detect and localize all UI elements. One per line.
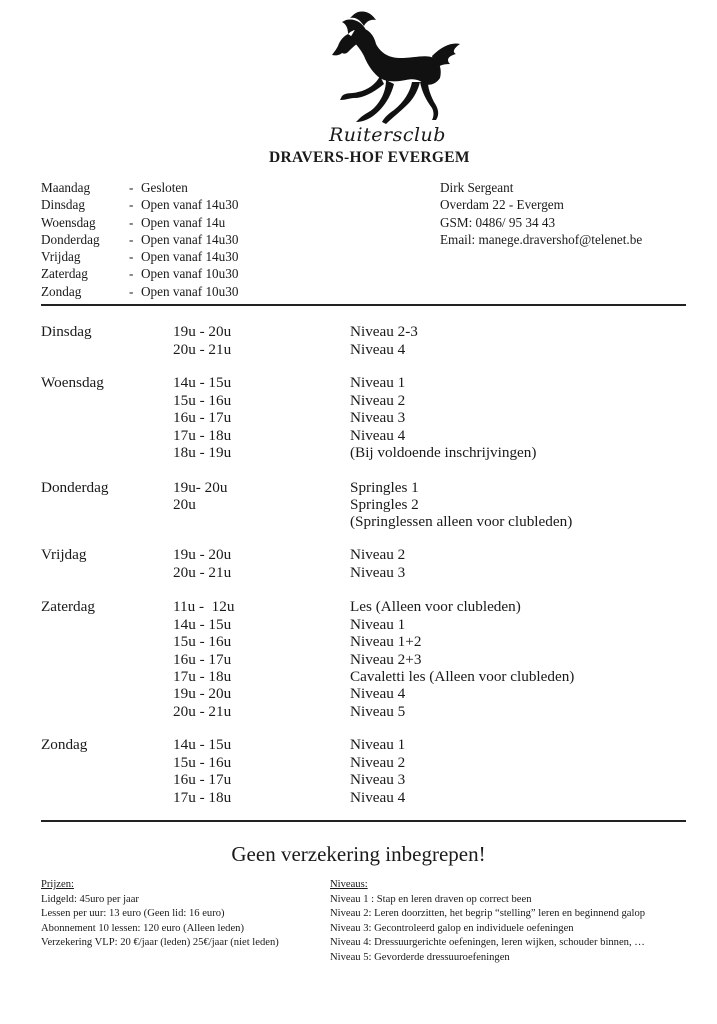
schedule-time: 20u - 21u bbox=[173, 703, 232, 720]
opening-row: Zaterdag - Open vanaf 10u30 bbox=[41, 266, 239, 282]
opening-value: Open vanaf 14u bbox=[141, 214, 226, 230]
schedule-level: Niveau 4 bbox=[350, 427, 406, 444]
schedule-time: 20u - 21u bbox=[173, 341, 232, 358]
schedule-time: 11u - 12u bbox=[173, 598, 235, 615]
schedule-level: Springles 1 bbox=[350, 479, 419, 496]
schedule-day: Dinsdag bbox=[41, 323, 92, 340]
level-line: Niveau 2: Leren doorzitten, het begrip “stelling” leren en beginnend galop bbox=[330, 908, 646, 920]
opening-row: Zondag - Open vanaf 10u30 bbox=[41, 283, 239, 299]
schedule-time: 15u - 16u bbox=[173, 392, 232, 409]
schedule-time: 17u - 18u bbox=[173, 668, 232, 685]
schedule-level: Niveau 3 bbox=[350, 771, 406, 788]
schedule-level: Les (Alleen voor clubleden) bbox=[350, 598, 521, 615]
price-line: Verzekering VLP: 20 €/jaar (leden) 25€/jaar (niet leden) bbox=[41, 937, 279, 949]
schedule-level: Springles 2 bbox=[350, 496, 419, 513]
schedule-time: 17u - 18u bbox=[173, 789, 232, 806]
schedule-level: Niveau 3 bbox=[350, 564, 406, 581]
level-line: Niveau 3: Gecontroleerd galop en individuele oefeningen bbox=[330, 922, 574, 934]
club-name: DRAVERS-HOF EVERGEM bbox=[269, 149, 470, 166]
schedule-time: 19u- 20u bbox=[173, 479, 228, 496]
opening-day: Woensdag bbox=[41, 214, 96, 230]
level-line: Niveau 5: Gevorderde dressuuroefeningen bbox=[330, 951, 510, 963]
prices-title: Prijzen: bbox=[41, 879, 74, 890]
schedule-time: 19u - 20u bbox=[173, 323, 232, 340]
opening-day: Donderdag bbox=[41, 231, 100, 247]
level-line: Niveau 4: Dressuurgerichte oefeningen, leren wijken, schouder binnen, … bbox=[330, 937, 645, 949]
schedule-level: Niveau 2-3 bbox=[350, 323, 418, 340]
schedule-time: 15u - 16u bbox=[173, 754, 232, 771]
opening-value: Open vanaf 10u30 bbox=[141, 266, 239, 282]
opening-day: Zaterdag bbox=[41, 266, 88, 282]
schedule-level: (Bij voldoende inschrijvingen) bbox=[350, 444, 537, 461]
price-line: Lidgeld: 45uro per jaar bbox=[41, 893, 139, 905]
opening-day: Maandag bbox=[41, 180, 91, 195]
schedule-time: 20u - 21u bbox=[173, 564, 232, 581]
opening-row: Dinsdag - Open vanaf 14u30 bbox=[41, 197, 239, 213]
opening-day: Vrijdag bbox=[41, 249, 81, 265]
opening-row: Maandag - Gesloten bbox=[41, 180, 188, 195]
schedule-level: Niveau 2 bbox=[350, 392, 406, 409]
schedule-level: Niveau 1 bbox=[350, 616, 406, 633]
schedule-time: 15u - 16u bbox=[173, 633, 232, 650]
schedule-time: 14u - 15u bbox=[173, 374, 232, 391]
opening-value: Gesloten bbox=[141, 180, 188, 195]
opening-row: Vrijdag - Open vanaf 14u30 bbox=[41, 249, 239, 265]
schedule-level: Cavaletti les (Alleen voor clubleden) bbox=[350, 668, 575, 685]
schedule-time: 16u - 17u bbox=[173, 771, 232, 788]
contact-phone: GSM: 0486/ 95 34 43 bbox=[440, 214, 556, 230]
divider-bottom bbox=[41, 820, 686, 822]
schedule-time: 16u - 17u bbox=[173, 651, 232, 668]
contact-email[interactable]: Email: manege.dravershof@telenet.be bbox=[440, 231, 643, 247]
price-line: Lessen per uur: 13 euro (Geen lid: 16 euro) bbox=[41, 908, 225, 920]
schedule-level: Niveau 3 bbox=[350, 409, 406, 426]
schedule-day: Zaterdag bbox=[41, 598, 95, 615]
divider-top bbox=[41, 304, 686, 306]
schedule-level: Niveau 5 bbox=[350, 703, 406, 720]
schedule-level: Niveau 1 bbox=[350, 374, 406, 391]
schedule-time: 16u - 17u bbox=[173, 409, 232, 426]
opening-day: Dinsdag bbox=[41, 197, 85, 213]
schedule-time: 19u - 20u bbox=[173, 685, 232, 702]
opening-row: Donderdag - Open vanaf 14u30 bbox=[41, 231, 239, 247]
contact-name: Dirk Sergeant bbox=[440, 180, 514, 195]
schedule-time: 18u - 19u bbox=[173, 444, 232, 461]
schedule-time: 20u bbox=[173, 496, 196, 513]
opening-value: Open vanaf 10u30 bbox=[141, 283, 239, 299]
prices-block bbox=[41, 878, 279, 951]
schedule-day: Zondag bbox=[41, 736, 88, 753]
opening-value: Open vanaf 14u30 bbox=[141, 231, 239, 247]
level-line: Niveau 1 : Stap en leren draven op correct been bbox=[330, 893, 532, 905]
schedule-day: Donderdag bbox=[41, 479, 109, 496]
schedule-time: 14u - 15u bbox=[173, 616, 232, 633]
schedule-level: Niveau 1+2 bbox=[350, 633, 422, 650]
levels-title: Niveaus: bbox=[330, 879, 368, 890]
opening-day: Zondag bbox=[41, 283, 82, 299]
schedule-level: Niveau 2 bbox=[350, 754, 406, 771]
schedule-day: Vrijdag bbox=[41, 546, 87, 563]
opening-value: Open vanaf 14u30 bbox=[141, 249, 239, 265]
schedule-time: 14u - 15u bbox=[173, 736, 232, 753]
opening-hours bbox=[41, 179, 341, 300]
schedule-level: Niveau 4 bbox=[350, 685, 406, 702]
opening-value: Open vanaf 14u30 bbox=[141, 197, 239, 213]
schedule-level: (Springlessen alleen voor clubleden) bbox=[350, 513, 573, 530]
schedule-level: Niveau 4 bbox=[350, 341, 406, 358]
logo-script-text: Ruitersclub bbox=[329, 124, 446, 146]
schedule-level: Niveau 4 bbox=[350, 789, 406, 806]
schedule-level: Niveau 1 bbox=[350, 736, 406, 753]
opening-row: Woensdag - Open vanaf 14u bbox=[41, 214, 226, 230]
contact-address: Overdam 22 - Evergem bbox=[440, 197, 564, 213]
contact-block bbox=[440, 179, 642, 248]
schedule-day: Woensdag bbox=[41, 374, 104, 391]
horse-logo bbox=[296, 8, 464, 140]
schedule-time: 19u - 20u bbox=[173, 546, 232, 563]
insurance-heading: Geen verzekering inbegrepen! bbox=[231, 842, 486, 866]
schedule-time: 17u - 18u bbox=[173, 427, 232, 444]
price-line: Abonnement 10 lessen: 120 euro (Alleen leden) bbox=[41, 922, 244, 934]
schedule-level: Niveau 2+3 bbox=[350, 651, 422, 668]
levels-block bbox=[330, 878, 645, 966]
schedule-level: Niveau 2 bbox=[350, 546, 406, 563]
